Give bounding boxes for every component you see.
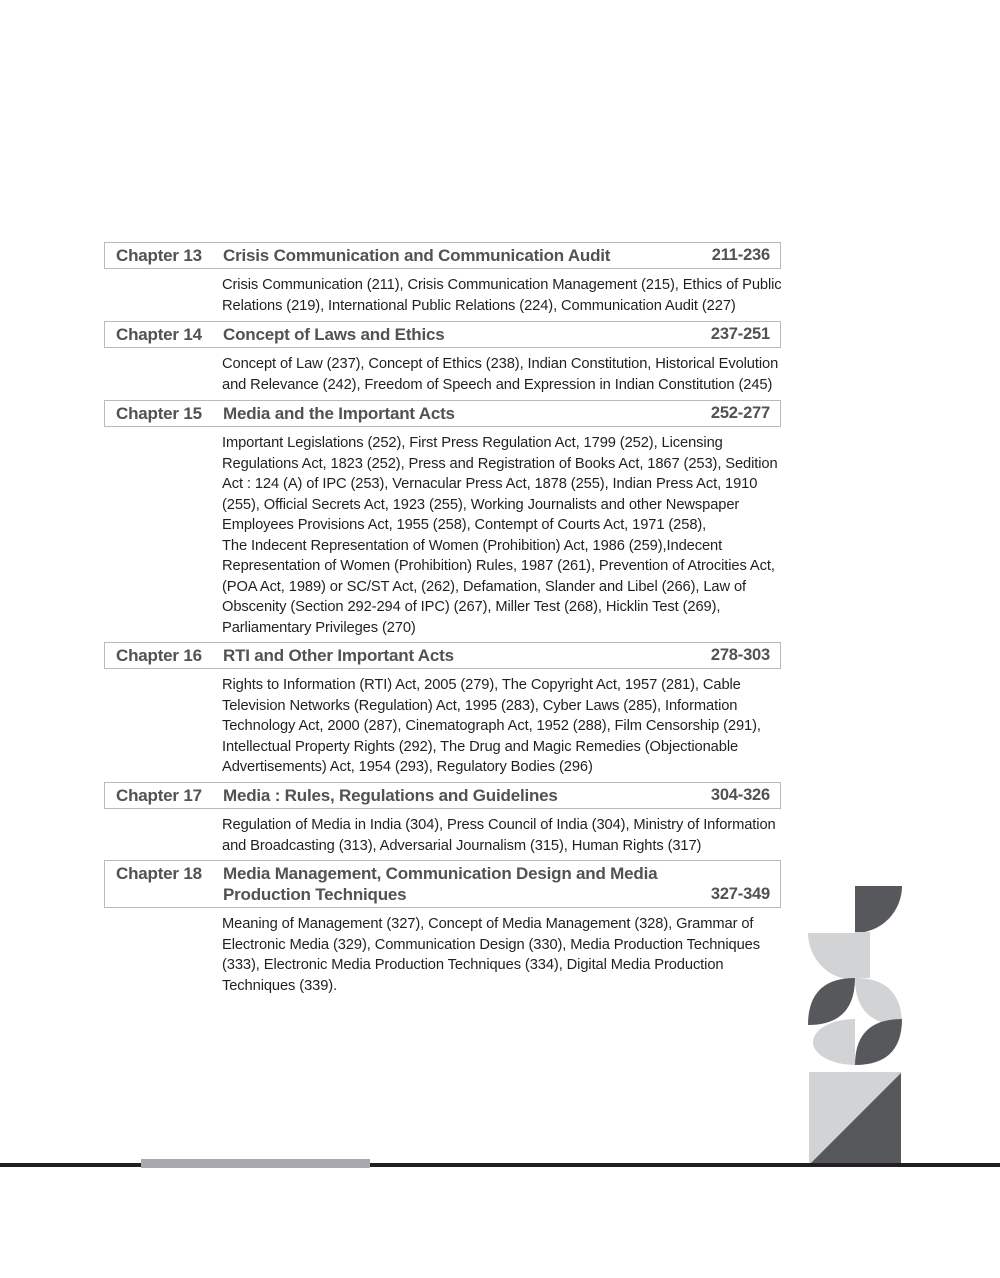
chapter-number: Chapter 15: [116, 404, 202, 423]
chapter-title: Concept of Laws and Ethics: [223, 325, 445, 344]
logo-shapes: [808, 886, 902, 1163]
toc-entry: [104, 642, 781, 778]
chapter-page-range: 327-349: [710, 885, 770, 903]
chapter-header-box: [104, 242, 781, 269]
toc-entry: [104, 860, 781, 996]
chapter-topics: [222, 914, 786, 996]
chapter-header-box: [104, 400, 781, 427]
chapter-topics: [222, 815, 786, 856]
chapter-title: Media Management, Communication Design and Media Production Techniques: [223, 864, 658, 904]
chapter-number: Chapter 13: [116, 246, 202, 265]
chapter-number: Chapter 16: [116, 646, 202, 665]
chapter-title: Crisis Communication and Communication Audit: [223, 246, 611, 265]
chapter-page-range: 211-236: [711, 246, 770, 264]
chapter-header-box: [104, 782, 781, 809]
chapter-topics-paragraph: Important Legislations (252), First Press Regulation Act, 1799 (252), Licensing Regulations Act, 1823 (252), Press and Registration of Books Act, 1867 (253), Sedition Act : 124 (A) of IPC (253), Vernacular Press Act, 1878 (255), Indian Press Act, 1910 (255), Official Secrets Act, 1923 (255), Working Journalists and other Newspaper Employees Provisions Act, 1955 (258), Contempt of Courts Act, 1971 (258),: [222, 435, 778, 533]
chapter-topics-paragraph: The Indecent Representation of Women (Prohibition) Act, 1986 (259),Indecent Representation of Women (Prohibition) Rules, 1987 (261), Prevention of Atrocities Act, (POA Act, 1989) or SC/ST Act, (262), Defamation, Slander and Libel (266), Law of Obscenity (Section 292-294 of IPC) (267), Miller Test (268), Hicklin Test (269), Parliamentary Privileges (270): [222, 537, 775, 636]
chapter-header-box: [104, 642, 781, 669]
chapter-number: Chapter 18: [116, 864, 202, 883]
chapter-title: Media : Rules, Regulations and Guidelines: [223, 786, 558, 805]
chapter-page-range: 252-277: [710, 404, 770, 422]
chapter-topics: [222, 675, 786, 778]
chapter-topics-paragraph: Regulation of Media in India (304), Press Council of India (304), Ministry of Information and Broadcasting (313), Adversarial Journalism (315), Human Rights (317): [222, 817, 776, 854]
toc-entry: [104, 782, 781, 856]
chapter-header-box: [104, 321, 781, 348]
chapter-header-box: [104, 860, 781, 908]
footer-accent-bar: [141, 1159, 370, 1168]
chapter-topics-paragraph: Meaning of Management (327), Concept of Media Management (328), Grammar of Electronic Media (329), Communication Design (330), Media Production Techniques (333), Electronic Media Production Techniques (334), Digital Media Production Techniques (339).: [222, 916, 760, 994]
toc-entry: [104, 321, 781, 395]
toc-entry: [104, 400, 781, 638]
chapter-topics: [222, 433, 786, 638]
chapter-page-range: 278-303: [710, 646, 770, 664]
chapter-page-range: 237-251: [710, 325, 770, 343]
chapter-number: Chapter 17: [116, 786, 202, 805]
publisher-logo: [808, 886, 902, 1163]
chapter-number: Chapter 14: [116, 325, 202, 344]
chapter-topics-paragraph: Rights to Information (RTI) Act, 2005 (279), The Copyright Act, 1957 (281), Cable Television Networks (Regulation) Act, 1995 (283), Cyber Laws (285), Information Technology Act, 2000 (287), Cinematograph Act, 1952 (288), Film Censorship (291), Intellectual Property Rights (292), The Drug and Magic Remedies (Objectionable Advertisements) Act, 1954 (293), Regulatory Bodies (296): [222, 677, 761, 775]
chapter-topics: [222, 354, 786, 395]
chapter-topics-paragraph: Crisis Communication (211), Crisis Communication Management (215), Ethics of Public Relations (219), International Public Relations (224), Communication Audit (227): [222, 277, 782, 314]
chapter-page-range: 304-326: [710, 786, 770, 804]
chapter-title: RTI and Other Important Acts: [223, 646, 454, 665]
toc-entry: [104, 242, 781, 316]
chapter-topics: [222, 275, 786, 316]
chapter-topics-paragraph: Concept of Law (237), Concept of Ethics (238), Indian Constitution, Historical Evolution and Relevance (242), Freedom of Speech and Expression in Indian Constitution (245): [222, 356, 779, 393]
chapter-title: Media and the Important Acts: [223, 404, 455, 423]
